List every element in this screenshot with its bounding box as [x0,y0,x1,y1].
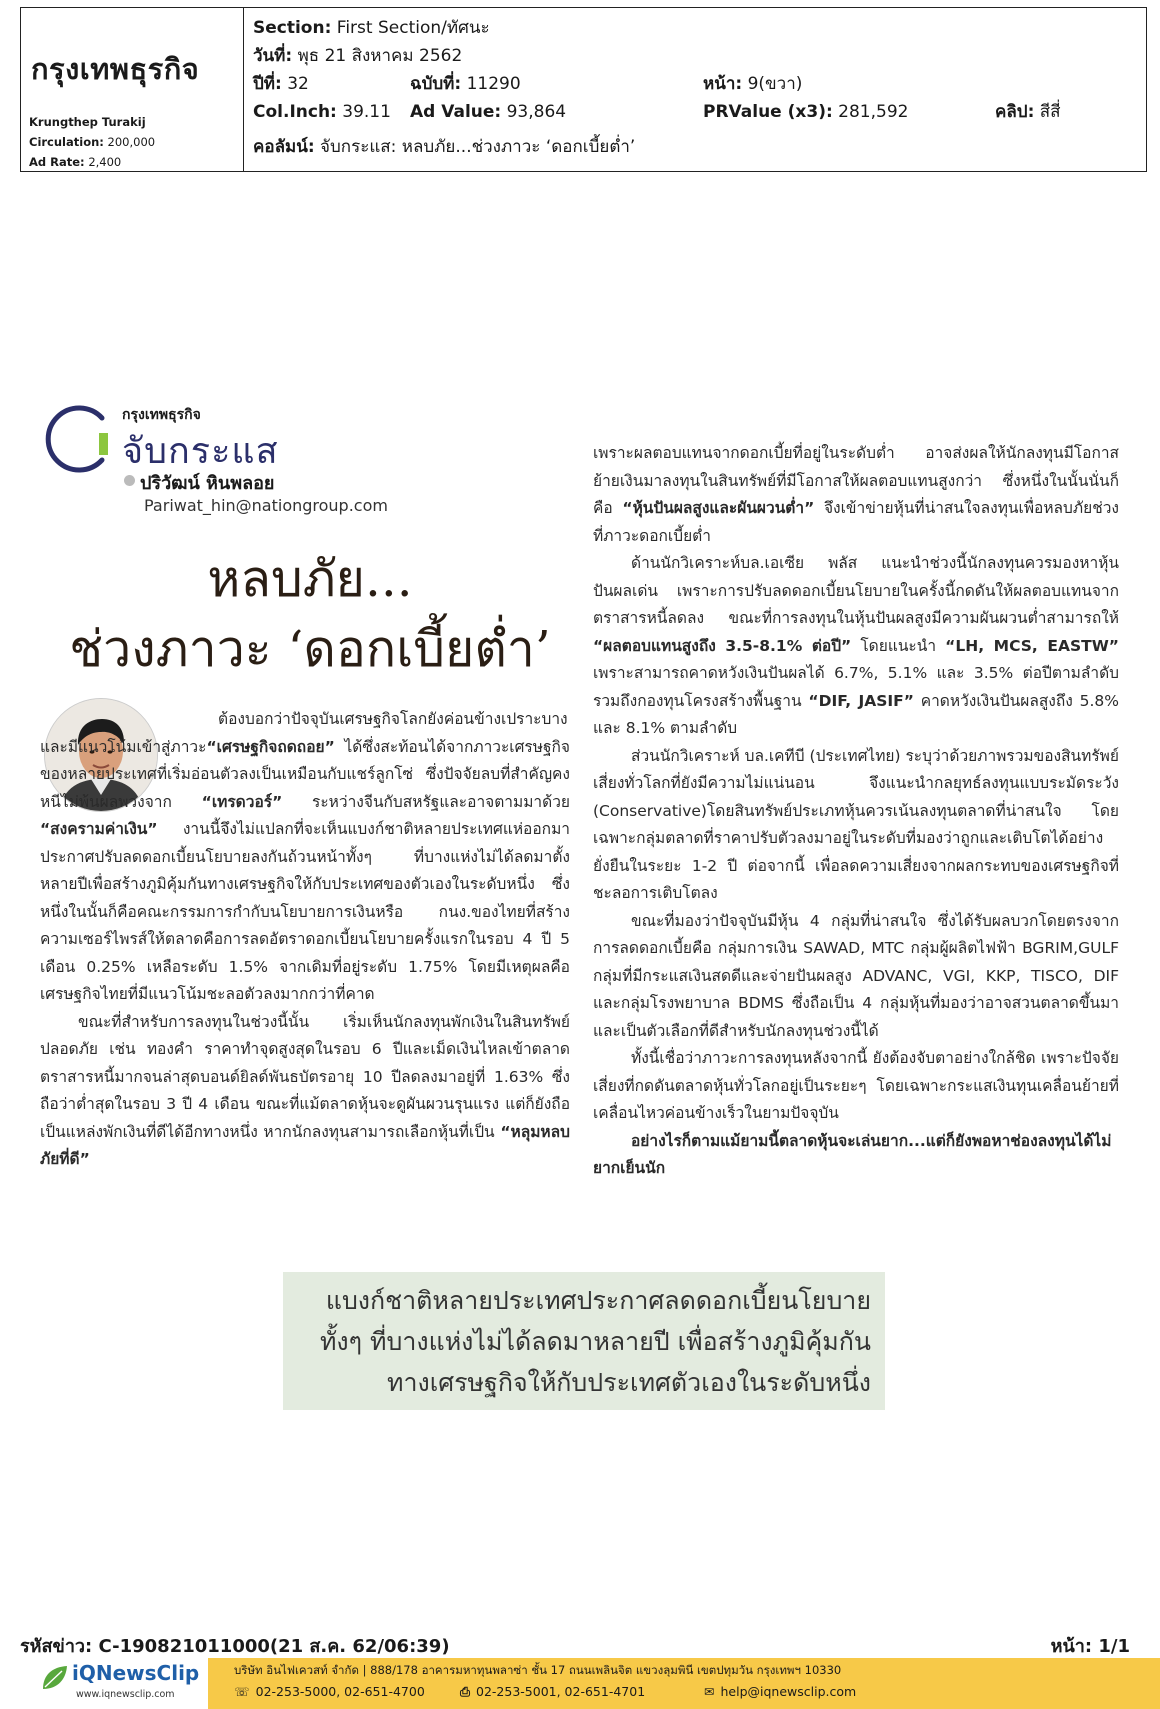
paragraph-text: โดยแนะนำ [851,636,946,655]
circulation-value: 200,000 [107,135,156,149]
prvalue-value: 281,592 [838,102,909,122]
paragraph-text: งานนี้จึงไม่แปลกที่จะเห็นแบงก์ชาติหลายประเทศแห่ออกมาประกาศปรับลดดอกเบี้ยนโยบายลงกันถ้วนหน้าทั้งๆ ที่บางแห่งไม่ได้ลดมาตั้งหลายปีเพื่อสร้างภูมิคุ้มกันทางเศรษฐกิจให้กับประเทศของตัวเองในระดับหนึ่ง ซึ่งหนึ่งในนั้นก็คือคณะกรรมการกำกับนโยบายการเงินหรือ กนง.ของไทยที่สร้างความเซอร์ไพรส์ให้ตลาดคือการลดอัตราดอกเบี้ยนโยบายครั้งแรกในรอบ 4 ปี 5 เดือน 0.25% เหลือระดับ 1.5% จากเดิมที่อยู่ระดับ 1.75% โดยมีเหตุผลคือเศรษฐกิจไทยที่มีแนวโน้มชะลอตัวลงมากกว่าที่คาด [40,820,570,1003]
article-paragraph [593,440,1119,550]
closing-statement: อย่างไรก็ตามแม้ยามนี้ตลาดหุ้นจะเล่นยาก...แต่ก็ยังพอหาช่องลงทุนได้ไม่ยากเย็นนัก [593,1131,1112,1177]
article-paragraph [593,550,1119,743]
news-code: รหัสข่าว: C-190821011000(21 ส.ค. 62/06:39) [20,1636,450,1657]
paragraph-text: เพราะสามารถคาดหวังเงินปันผลได้ 6.7%, 5.1% และ 3.5% ต่อปีตามลำดับ รวมถึงกองทุนโครงสร้างพื้นฐาน [593,664,1119,710]
badge-publication: กรุงเทพธุรกิจ [122,407,201,423]
colinch-label: Col.Inch: [253,102,337,122]
author-name: ปริวัฒน์ หินพลอย [140,473,275,494]
paragraph-text: ด้านนักวิเคราะห์บล.เอเซีย พลัส แนะนำช่วงนี้นักลงทุนควรมองหาหุ้นปันผลเด่น เพราะการปรับลดดอกเบี้ยนโยบายในครั้งนี้กดดันให้ผลตอบแทนจากตราสารหนี้ลดลง ขณะที่การลงทุนในหุ้นปันผลสูงมีความผันผวนต่ำสามารถให้ [593,554,1119,627]
date-value: พุธ 21 สิงหาคม 2562 [297,46,463,66]
pull-quote-line: ทางเศรษฐกิจให้กับประเทศตัวเองในระดับหนึ่ง [386,1368,871,1397]
emphasis-safe-haven: “หลุมหลบภัยที่ดี” [40,1122,570,1168]
date-row [253,42,462,70]
pull-quote-line: แบงก์ชาติหลายประเทศประกาศลดดอกเบี้ยนโยบาย [325,1286,871,1315]
clipping-header [20,7,1147,172]
adrate-value: 2,400 [88,155,122,169]
emphasis-stock-picks: “LH, MCS, EASTW” [945,636,1119,655]
headline-line-2: ช่วงภาวะ ‘ดอกเบี้ยต่ำ’ [69,620,551,678]
pull-quote [283,1272,885,1410]
mail-icon: ✉ [704,1684,715,1699]
paragraph-text: เพราะผลตอบแทนจากดอกเบี้ยที่อยู่ในระดับต่ำ อาจส่งผลให้นักลงทุนมีโอกาสย้ายเงินมาลงทุนในสินทรัพย์ที่มีโอกาสให้ผลตอบแทนสูงกว่า ซึ่งหนึ่งในนั้นนั่นก็คือ [593,444,1119,517]
iqnewsclip-logo [40,1661,200,1707]
section-label: Section: [253,18,332,38]
emphasis-high-dividend: “หุ้นปันผลสูงและผันผวนต่ำ” [622,499,815,517]
email-contact [704,1684,856,1699]
prvalue-label: PRValue (x3): [703,102,833,122]
emphasis-return-range: “ผลตอบแทนสูงถึง 3.5-8.1% ต่อปี” [593,636,852,655]
emphasis-currency-war: “สงครามค่าเงิน” [40,820,158,838]
pull-quote-line: ทั้งๆ ที่บางแห่งไม่ได้ลดมาหลายปี เพื่อสร้างภูมิคุ้มกัน [319,1327,871,1356]
author-email: Pariwat_hin@nationgroup.com [144,496,388,515]
fax-contact [460,1684,645,1700]
advalue-value: 93,864 [506,102,567,122]
article-paragraph: ทั้งนี้เชื่อว่าภาวะการลงทุนหลังจากนี้ ยังต้องจับตาอย่างใกล้ชิด เพราะปัจจัยเสี่ยงที่กดดันตลาดหุ้นทั่วโลกอยู่เป็นระยะๆ โดยเฉพาะกระแสเงินทุนเคลื่อนย้ายที่เคลื่อนไหวค่อนข้างเร็วในยามปัจจุบัน [593,1049,1119,1122]
article-paragraph: ขณะที่มองว่าปัจจุบันมีหุ้น 4 กลุ่มที่น่าสนใจ ซึ่งได้รับผลบวกโดยตรงจากการลดดอกเบี้ยคือ กลุ่มการเงิน SAWAD, MTC กลุ่มผู้ผลิตไฟฟ้า BGRIM,GULF กลุ่มที่มีกระแสเงินสดดีและจ่ายปันผลสูง ADVANC, VGI, KKP, TISCO, DIF และกลุ่มโรงพยาบาล BDMS ซึ่งถือเป็น 4 กลุ่มหุ้นที่มองว่าอาจสวนตลาดขึ้นมาและเป็นตัวเลือกที่ดีสำหรับนักลงทุนช่วงนี้ได้ [593,911,1119,1040]
issue-value: 11290 [466,74,521,94]
article-paragraph [593,1128,1119,1183]
logo-leaf-icon [40,1663,70,1693]
page-counter: หน้า: 1/1 [1050,1636,1130,1657]
paragraph-text: ระหว่างจีนกับสหรัฐและอาจตามมาด้วย [282,792,570,811]
section-row [253,14,490,42]
value-row [253,98,1138,126]
contact-email: help@iqnewsclip.com [720,1684,857,1699]
phone-icon: ☏ [234,1684,250,1699]
publication-box [21,8,244,171]
emphasis-recession: “เศรษฐกิจถดถอย” [206,737,335,756]
issue-label: ฉบับที่: [410,74,462,94]
article-paragraph [40,706,570,1009]
clip-value: สีสี่ [1039,102,1061,122]
page-value: 9(ขวา) [747,74,803,94]
clip-label: คลิป: [995,102,1035,122]
fax-numbers: 02-253-5001, 02-651-4701 [476,1684,646,1699]
circulation-label: Circulation: [29,135,104,149]
article-column-1 [40,706,570,1174]
column-badge [42,404,392,524]
adrate-label: Ad Rate: [29,155,85,169]
date-label: วันที่: [253,46,293,66]
article-paragraph [40,1009,570,1174]
badge-column-name: จับกระแส [122,431,279,472]
column-row [253,133,635,161]
year-value: 32 [287,74,309,94]
pub-en-name: Krungthep Turakij [29,115,146,129]
fax-icon: ⎙ [460,1684,471,1699]
phone-contact [234,1684,425,1699]
author-bullet-icon [124,475,135,486]
colinch-value: 39.11 [342,102,391,122]
publication-name: กรุงเทพธุรกิจ [31,52,200,86]
issue-row [253,70,1138,98]
year-label: ปีที่: [253,74,282,94]
article-column-2 [593,440,1119,1183]
article-paragraph: ส่วนนักวิเคราะห์ บล.เคทีบี (ประเทศไทย) ระบุว่าด้วยภาพรวมของสินทรัพย์เสี่ยงทั่วโลกที่ยังมีความไม่แน่นอน จึงแนะนำกลยุทธ์ลงทุนแบบระมัดระวัง (Conservative)โดยสินทรัพย์ประเภทหุ้นควรเน้นลงทุนตลาดที่น่าสนใจ โดยเฉพาะกลุ่มตลาดที่ราคาปรับตัวลงมาอยู่ในระดับที่มองว่าถูกและเติบโตได้อย่างยั่งยืนในระยะ 1-2 ปี ต่อจากนี้ เพื่อลดความเสี่ยงจากผลกระทบของเศรษฐกิจที่ชะลอการเติบโตลง [593,746,1119,902]
emphasis-infra-funds: “DIF, JASIF” [808,691,914,710]
paragraph-text: ขณะที่สำหรับการลงทุนในช่วงนี้นั้น เริ่มเห็นนักลงทุนพักเงินในสินทรัพย์ปลอดภัย เช่น ทองคำ ราคาทำจุดสูงสุดในรอบ 6 ปีและเม็ดเงินไหลเข้าตลาดตราสารหนี้มากจนล่าสุดบอนด์ยิลด์พันธบัตรอายุ 10 ปีลดลงมาอยู่ที่ 1.63% ซึ่งถือว่าต่ำสุดในรอบ 3 ปี 4 เดือน ขณะที่แม้ตลาดหุ้นจะดูผันผวนรุนแรง แต่ก็ยังถือเป็นแหล่งพักเงินที่ดีได้อีกทางหนึ่ง หากนักลงทุนสามารถเลือกหุ้นที่เป็น [40,1012,570,1141]
publication-info [29,112,155,172]
paragraph-text: ต้องบอกว่าปัจจุบันเศรษฐกิจโลกยังค่อนข้างเปราะบางและมีแนวโน้มเข้าสู่ภาวะ [40,710,568,756]
headline-line-1: หลบภัย... [207,550,413,608]
paragraph-text: คาดหวังเงินปันผลสูงถึง 5.8% และ 8.1% ตามลำดับ [593,691,1119,737]
badge-accent-bar [99,433,108,455]
paragraph-text: จึงเข้าข่ายหุ้นที่น่าสนใจลงทุนเพื่อหลบภัยช่วงที่ภาวะดอกเบี้ยต่ำ [593,499,1119,545]
logo-url: www.iqnewsclip.com [76,1689,175,1700]
page-label: หน้า: [703,74,743,94]
advalue-label: Ad Value: [410,102,502,122]
emphasis-tradewar: “เทรดวอร์” [201,792,283,811]
logo-wordmark: iQNewsClip [72,1661,200,1685]
phone-numbers: 02-253-5000, 02-651-4700 [255,1684,425,1699]
company-address: บริษัท อินไฟเควสท์ จำกัด | 888/178 อาคารมหาทุนพลาซ่า ชั้น 17 ถนนเพลินจิต แขวงลุมพินี เขตปทุมวัน กรุงเทพฯ 10330 [234,1663,842,1677]
section-value: First Section/ทัศนะ [336,18,490,38]
column-value: จับกระแส: หลบภัย...ช่วงภาวะ ‘ดอกเบี้ยต่ำ’ [320,137,636,157]
paragraph-text: ได้ซึ่งสะท้อนได้จากภาวะเศรษฐกิจของหลายประเทศที่เริ่มอ่อนตัวลงเป็นเหมือนกับแชร์ลูกโซ่ ซึ่งปัจจัยลบที่สำคัญคงหนีไม่พ้นผลพวงจาก [40,737,570,811]
column-label: คอลัมน์: [253,137,315,157]
